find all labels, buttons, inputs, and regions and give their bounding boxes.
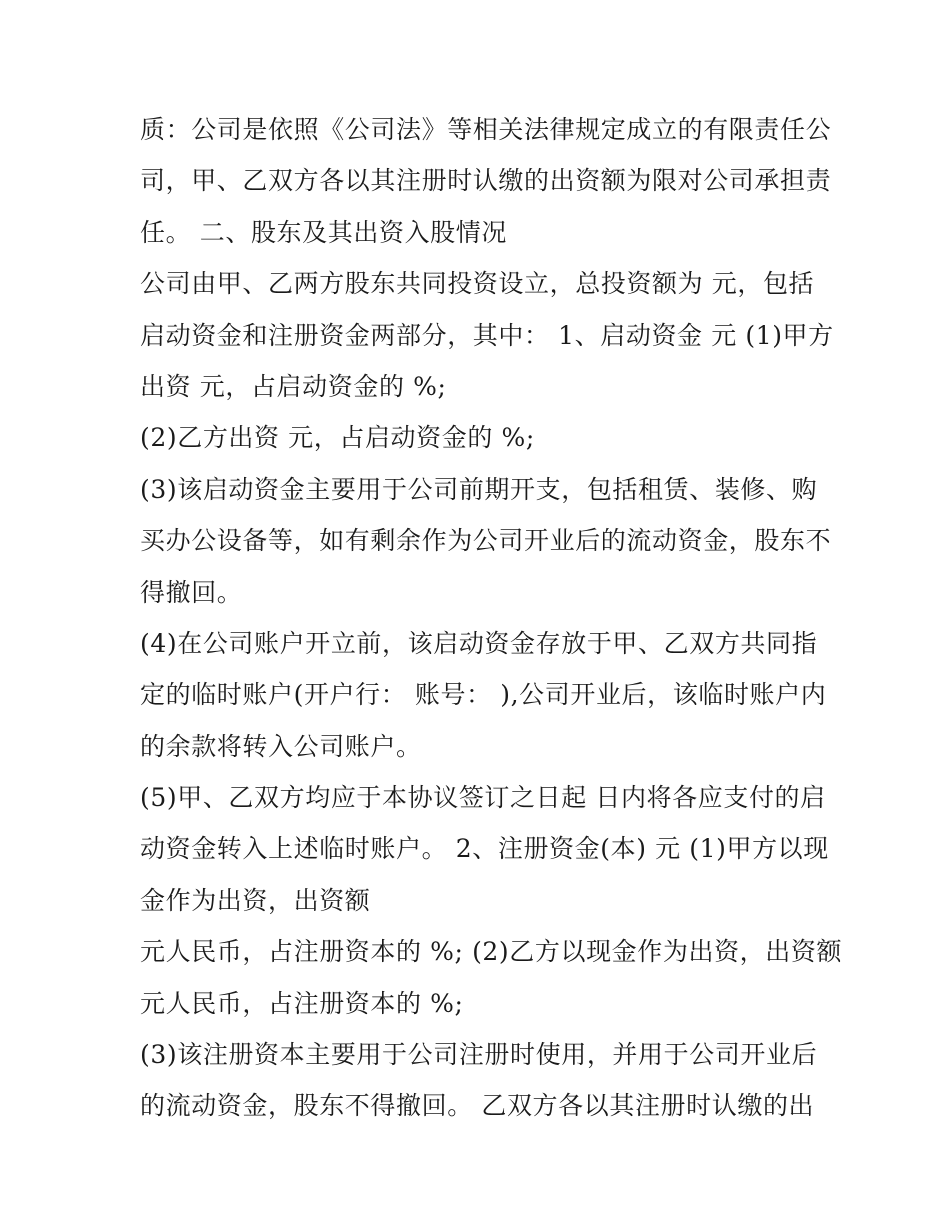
text-line-17: 元人民币，占注册资本的 %; (2)乙方以现金作为出资，出资额	[140, 937, 843, 967]
text-line-19: (3)该注册资本主要用于公司注册时使用，并用于公司开业后	[140, 1040, 818, 1070]
text-line-10: 得撤回。	[140, 577, 243, 607]
text-line-11: (4)在公司账户开立前，该启动资金存放于甲、乙双方共同指	[140, 628, 818, 658]
text-line-13: 的余款将转入公司账户。	[140, 731, 422, 761]
document-body	[140, 104, 843, 1132]
text-line-7: (2)乙方出资 元，占启动资金的 %;	[140, 423, 535, 453]
text-line-5: 启动资金和注册资金两部分，其中： 1、启动资金 元 (1)甲方	[140, 320, 834, 350]
text-line-3: 任。 二、股东及其出资入股情况	[140, 217, 507, 247]
text-line-12: 定的临时账户(开户行： 账号： ),公司开业后，该临时账户内	[140, 680, 827, 710]
text-line-18: 元人民币，占注册资本的 %;	[140, 988, 464, 1018]
text-line-14: (5)甲、乙双方均应于本协议签订之日起 日内将各应支付的启	[140, 783, 826, 813]
text-line-6: 出资 元，占启动资金的 %;	[140, 371, 447, 401]
text-line-20: 的流动资金，股东不得撤回。 乙双方各以其注册时认缴的出	[140, 1091, 815, 1121]
text-line-2: 司，甲、乙双方各以其注册时认缴的出资额为限对公司承担责	[140, 166, 832, 196]
text-line-8: (3)该启动资金主要用于公司前期开支，包括租赁、装修、购	[140, 474, 818, 504]
text-line-1: 质：公司是依照《公司法》等相关法律规定成立的有限责任公	[140, 115, 832, 144]
text-line-4: 公司由甲、乙两方股东共同投资设立，总投资额为 元，包括	[140, 269, 815, 299]
text-line-15: 动资金转入上述临时账户。 2、注册资金(本) 元 (1)甲方以现	[140, 834, 829, 864]
text-line-16: 金作为出资，出资额	[140, 885, 371, 915]
text-line-9: 买办公设备等，如有剩余作为公司开业后的流动资金，股东不	[140, 526, 832, 556]
